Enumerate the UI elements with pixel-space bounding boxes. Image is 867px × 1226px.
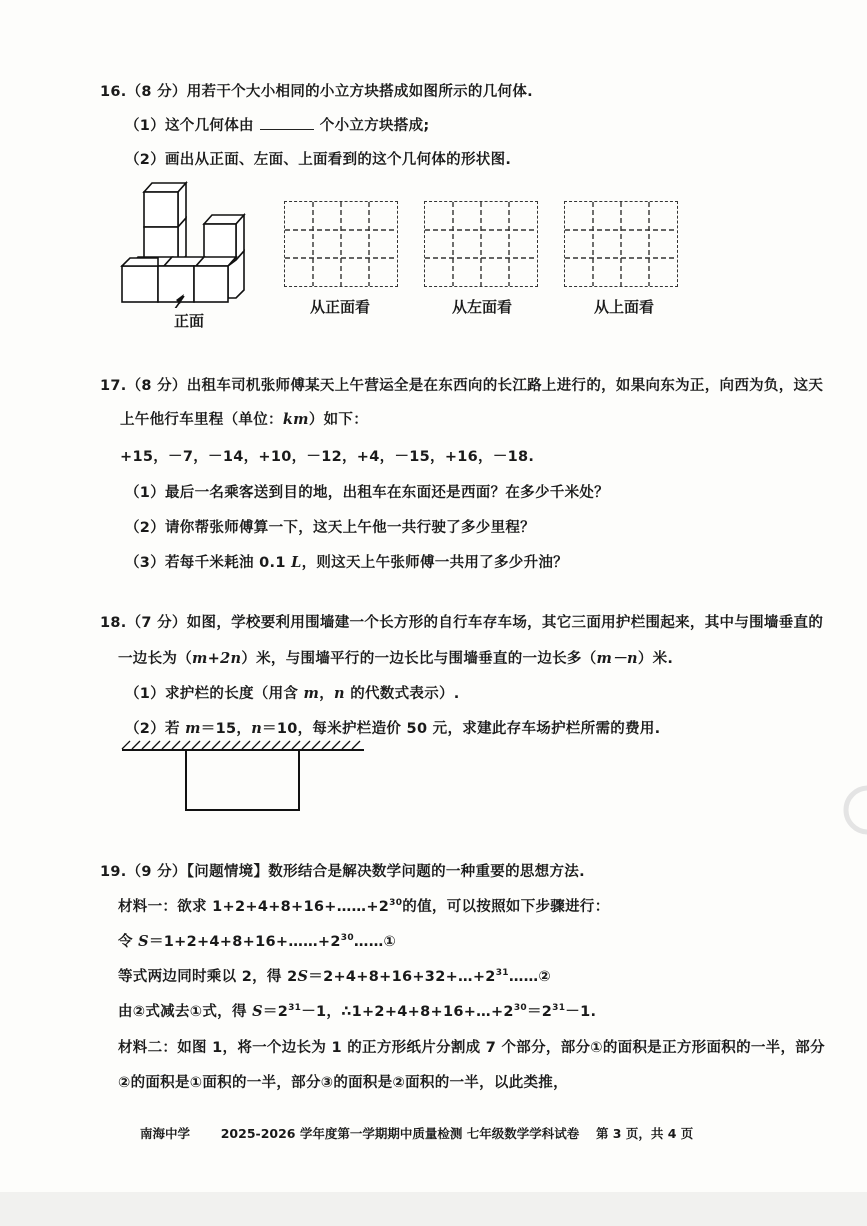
footer-page-number: 第 3 页，共 4 页 xyxy=(595,1126,694,1141)
q19-material1 xyxy=(118,895,610,916)
wall-diagram xyxy=(120,740,370,816)
caption-left-view: 从左面看 xyxy=(452,298,513,316)
q19-material2-line1: 材料二：如图 1，将一个边长为 1 的正方形纸片分割成 7 个部分，部分①的面积是正方形面积的一半，部分 xyxy=(118,1040,825,1056)
q19-s1-b: ＝1+2+4+8+16+……+2 xyxy=(148,934,341,950)
q19-m1-b: 的值，可以按照如下步骤进行： xyxy=(402,899,610,915)
q16-header: 16.（8 分）用若干个大小相同的小立方块搭成如图所示的几何体. xyxy=(100,84,533,100)
q18-line2-a: 一边长为（ xyxy=(118,651,192,667)
q19-step2 xyxy=(118,965,551,986)
var-s: S xyxy=(297,968,309,985)
unit-l: L xyxy=(291,554,302,571)
footer-school: 南海中学 xyxy=(140,1126,191,1141)
q17-line2 xyxy=(120,408,368,429)
cube-figure xyxy=(110,178,250,308)
q17-part2: （2）请你帮张师傅算一下，这天上午他一共行驶了多少里程？ xyxy=(125,520,535,536)
q19-s3-b: ＝2 xyxy=(262,1004,289,1020)
q17-part3-after: ，则这天上午张师傅一共用了多少升油？ xyxy=(301,555,568,571)
q18-part1-sep: ， xyxy=(319,686,335,702)
q18-header: 18.（7 分）如图，学校要利用围墙建一个长方形的自行车存车场，其它三面用护栏围起来，其中与围墙垂直的 xyxy=(100,615,824,631)
q19-step3 xyxy=(118,1000,596,1021)
expr-m-plus-2n: m+2n xyxy=(192,650,242,667)
unit-km: km xyxy=(282,411,309,428)
q16-part2: （2）画出从正面、左面、上面看到的这个几何体的形状图. xyxy=(125,152,512,168)
top-view-grid[interactable] xyxy=(564,201,678,287)
q17-part3 xyxy=(125,551,568,572)
q18-part2 xyxy=(125,717,661,738)
q19-step1 xyxy=(118,930,396,951)
q18-line2-b: ）米，与围墙平行的一边长比与围墙垂直的一边长多（ xyxy=(241,651,597,667)
q19-s3-e: －1. xyxy=(565,1004,597,1020)
seal-fragment-icon xyxy=(840,780,867,840)
exponent: 30 xyxy=(340,933,354,944)
var-m: m xyxy=(303,685,320,702)
q16-part1 xyxy=(125,114,430,135)
q18-part2-c: ＝10，每米护栏造价 50 元，求建此存车场护栏所需的费用. xyxy=(262,721,661,737)
q18-part1-a: （1）求护栏的长度（用含 xyxy=(125,686,304,702)
q16-part1-before: （1）这个几何体由 xyxy=(125,118,254,134)
caption-top-view: 从上面看 xyxy=(594,298,655,316)
q17-line2-before: 上午他行车里程（单位： xyxy=(120,412,283,428)
answer-blank xyxy=(260,117,314,130)
q19-s3-a: 由②式减去①式，得 xyxy=(118,1004,253,1020)
q17-line2-after: ）如下： xyxy=(308,412,369,428)
q19-s2-a: 等式两边同时乘以 2，得 2 xyxy=(118,969,298,985)
footer-exam-title: 2025-2026 学年度第一学期期中质量检测 七年级数学学科试卷 xyxy=(220,1126,580,1141)
q19-s2-b: ＝2+4+8+16+32+…+2 xyxy=(308,969,496,985)
q18-part2-a: （2）若 xyxy=(125,721,186,737)
q18-line2-c: ）米. xyxy=(637,651,674,667)
q19-material2-line2: ②的面积是①面积的一半，部分③的面积是②面积的一半，以此类推， xyxy=(118,1075,568,1091)
expr-m-minus-n: m－n xyxy=(596,650,638,667)
q19-s2-c: ……② xyxy=(508,969,551,985)
q18-part1-b: 的代数式表示）. xyxy=(344,686,460,702)
q19-s1-c: ……① xyxy=(353,934,397,950)
q16-part1-after: 个小立方块搭成; xyxy=(319,118,430,134)
exponent: 31 xyxy=(552,1003,566,1014)
front-label: 正面 xyxy=(174,312,205,330)
caption-front-view: 从正面看 xyxy=(310,298,371,316)
var-s: S xyxy=(252,1003,263,1020)
var-n: n xyxy=(334,685,345,702)
exponent: 30 xyxy=(513,1003,527,1014)
q19-s1-a: 令 xyxy=(118,934,139,950)
page-footer xyxy=(140,1124,693,1142)
q18-line2 xyxy=(118,647,673,668)
exponent: 31 xyxy=(495,968,509,979)
exponent: 31 xyxy=(288,1003,302,1014)
var-n: n xyxy=(251,720,263,737)
q19-s3-c: －1，∴1+2+4+8+16+…+2 xyxy=(301,1004,514,1020)
q19-header: 19.（9 分）【问题情境】数形结合是解决数学问题的一种重要的思想方法. xyxy=(100,864,585,880)
q17-part1: （1）最后一名乘客送到目的地，出租车在东面还是西面？在多少千米处？ xyxy=(125,485,609,501)
var-m: m xyxy=(185,720,201,737)
scan-bottom-margin xyxy=(0,1192,867,1226)
q17-part3-before: （3）若每千米耗油 0.1 xyxy=(125,555,292,571)
q18-part1 xyxy=(125,682,460,703)
q19-m1-a: 材料一：欲求 1+2+4+8+16+……+2 xyxy=(118,899,390,915)
q19-s3-d: ＝2 xyxy=(526,1004,553,1020)
exponent: 30 xyxy=(389,898,403,909)
front-view-grid[interactable] xyxy=(284,201,398,287)
q17-header: 17.（8 分）出租车司机张师傅某天上午营运全是在东西向的长江路上进行的，如果向东为正，向西为负，这天 xyxy=(100,378,824,394)
left-view-grid[interactable] xyxy=(424,201,538,287)
var-s: S xyxy=(138,933,149,950)
q17-values: +15，－7，－14，+10，－12，+4，－15，+16，－18. xyxy=(120,449,535,465)
q18-part2-b: ＝15， xyxy=(200,721,252,737)
